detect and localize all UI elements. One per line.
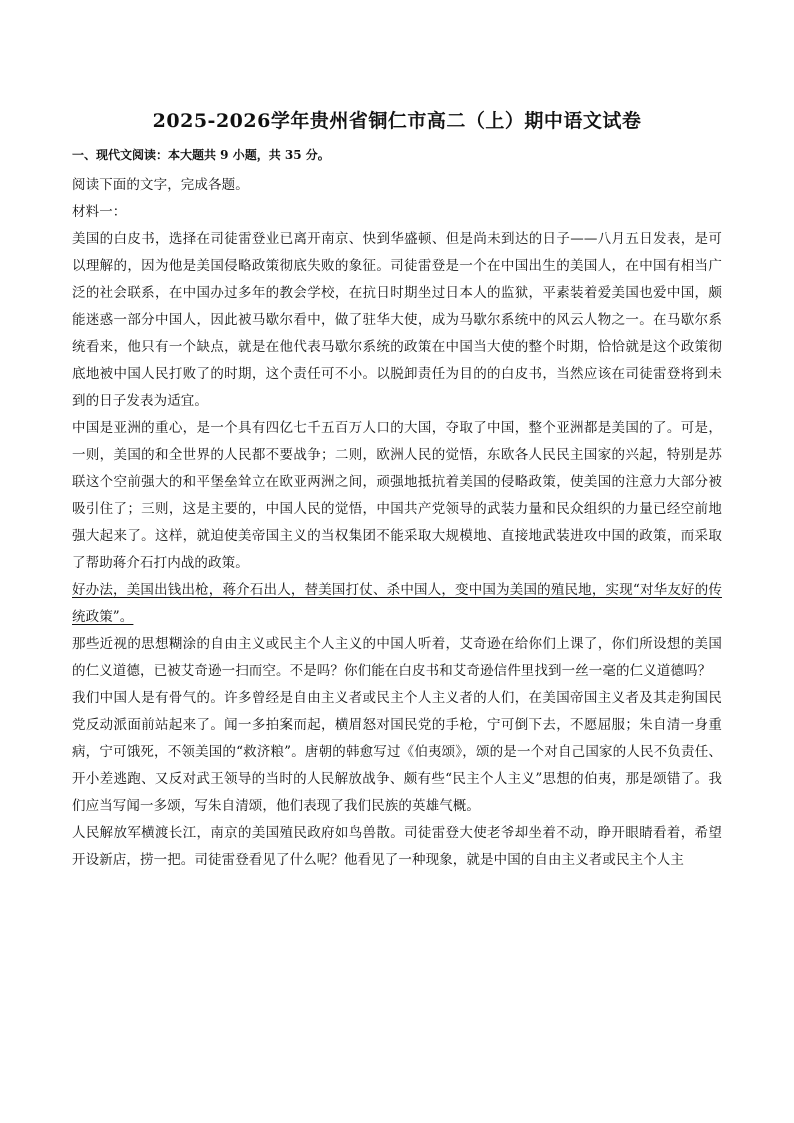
passage-paragraph: 那些近视的思想糊涂的自由主义或民主个人主义的中国人听着，艾奇逊在给你们上课了，你们所设想的美国的仁义道德，已被艾奇逊一扫而空。不是吗？你们能在白皮书和艾奇逊信件里找到一丝一毫的仁义道德吗？ [72,636,722,679]
passage-paragraph: 我们中国人是有骨气的。许多曾经是自由主义者或民主个人主义者的人们，在美国帝国主义者及其走狗国民党反动派面前站起来了。闻一多拍案而起，横眉怒对国民党的手枪，宁可倒下去，不愿屈服；朱自清一身重病，宁可饿死，不领美国的“救济粮”。唐朝的韩愈写过《伯夷颂》，颂的是一个对自己国家的人民不负责任、开小差逃跑、又反对武王领导的当时的人民解放战争、颇有些“民主个人主义”思想的伯夷，那是颂错了。我们应当写闻一多颂，写朱自清颂，他们表现了我们民族的英雄气概。 [72,690,722,814]
material-label: 材料一： [72,204,127,220]
exam-title: 2025-2026学年贵州省铜仁市高二（上）期中语文试卷 [152,110,642,132]
passage-paragraph: 中国是亚洲的重心，是一个具有四亿七千五百万人口的大国，夺取了中国，整个亚洲都是美国的了。可是，一则，美国的和全世界的人民都不要战争；二则，欧洲人民的觉悟，东欧各人民民主国家的兴起，特别是苏联这个空前强大的和平堡垒耸立在欧亚两洲之间，顽强地抵抗着美国的侵略政策，使美国的注意力大部分被吸引住了；三则，这是主要的，中国人民的觉悟，中国共产党领导的武装力量和民众组织的力量已经空前地强大起来了。这样，就迫使美帝国主义的当权集团不能采取大规模地、直接地武装进攻中国的政策，而采取了帮助蒋介石打内战的政策。 [72,420,722,571]
reading-passage [72,172,722,874]
underlined-text: 好办法，美国出钱出枪，蒋介石出人，替美国打仗、杀中国人，变中国为美国的殖民地，实现“对华友好的传统政策”。 [72,582,722,625]
passage-paragraph: 人民解放军横渡长江，南京的美国殖民政府如鸟兽散。司徒雷登大使老爷却坐着不动，睁开眼睛看着，希望开设新店，捞一把。司徒雷登看见了什么呢？他看见了一种现象，就是中国的自由主义者或民主个人主 [72,825,722,868]
passage-paragraph: 美国的白皮书，选择在司徒雷登业已离开南京、快到华盛顿、但是尚未到达的日子——八月五日发表，是可以理解的，因为他是美国侵略政策彻底失败的象征。司徒雷登是一个在中国出生的美国人，在中国有相当广泛的社会联系，在中国办过多年的教会学校，在抗日时期坐过日本人的监狱，平素装着爱美国也爱中国，颇能迷惑一部分中国人，因此被马歇尔看中，做了驻华大使，成为马歇尔系统中的风云人物之一。在马歇尔系统看来，他只有一个缺点，就是在他代表马歇尔系统的政策在中国当大使的整个时期，恰恰就是这个政策彻底地被中国人民打败了的时期，这个责任可不小。以脱卸责任为目的的白皮书，当然应该在司徒雷登将到未到的日子发表为适宜。 [72,231,722,409]
section-heading: 一、现代文阅读：本大题共 9 小题，共 35 分。 [72,148,330,162]
underlined-sentence [72,577,722,631]
instruction-text: 阅读下面的文字，完成各题。 [72,177,249,193]
